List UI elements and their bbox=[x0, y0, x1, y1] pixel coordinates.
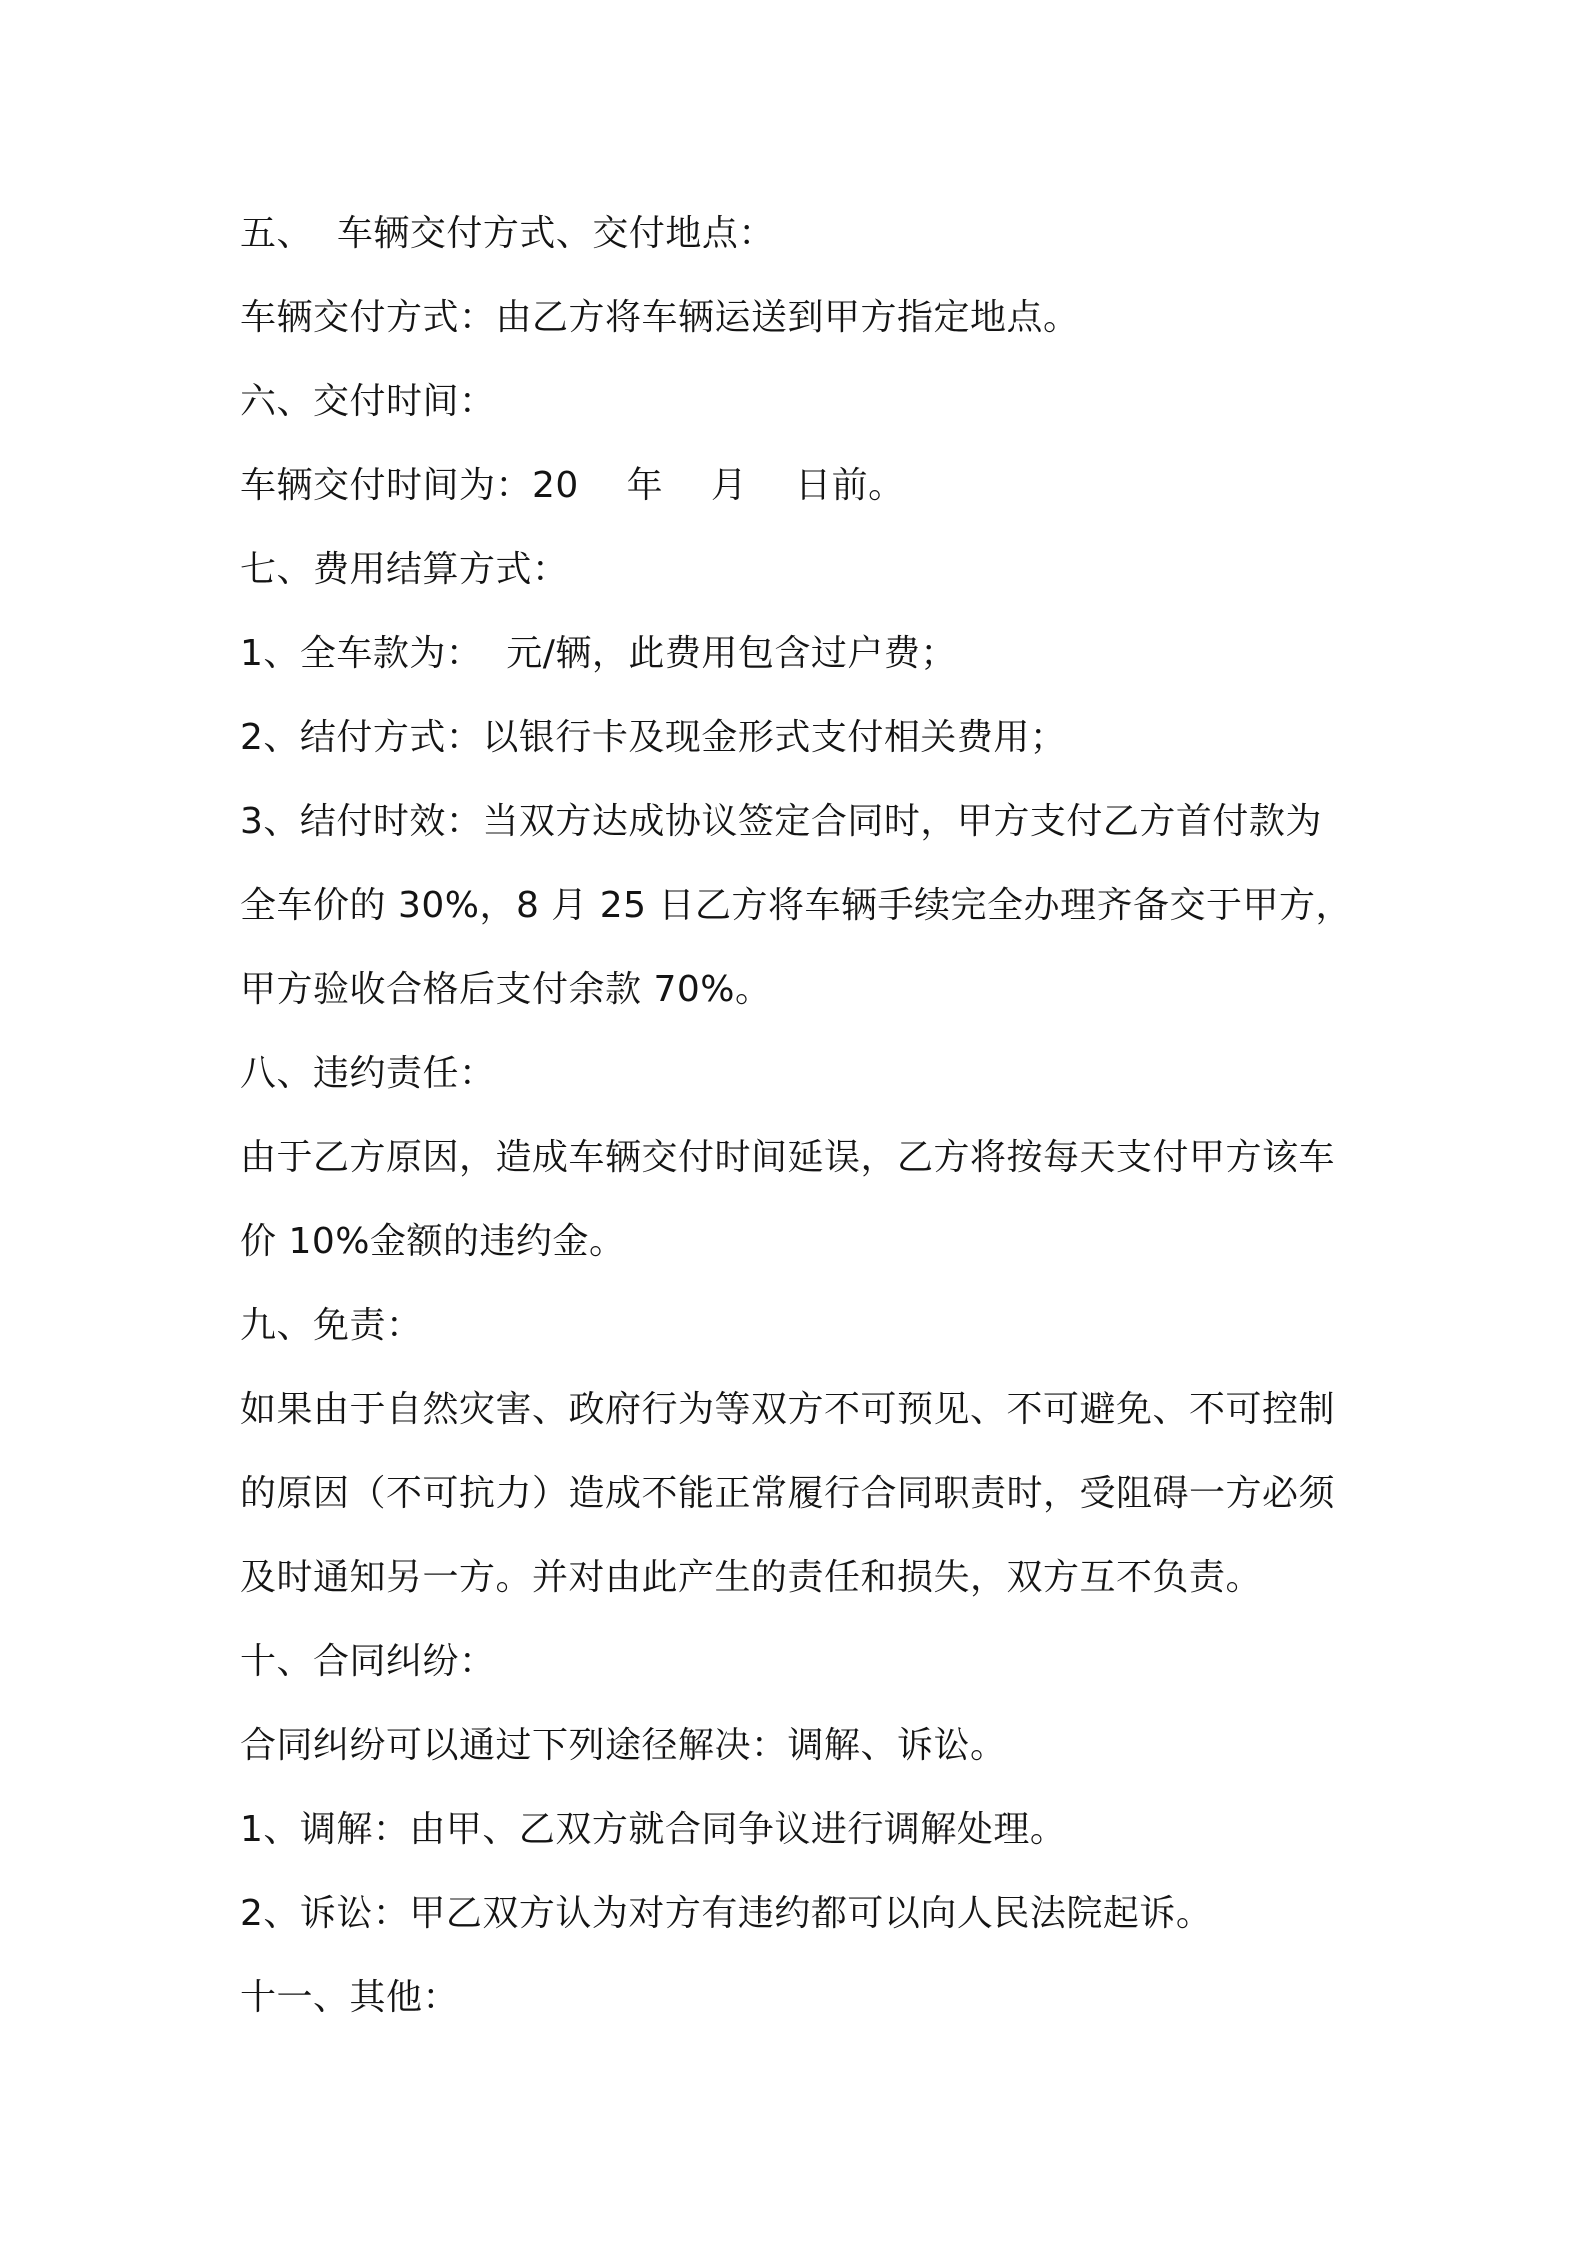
section-heading-7: 七、费用结算方式： bbox=[240, 549, 569, 590]
section-heading-6: 六、交付时间： bbox=[240, 381, 496, 422]
list-item: 3、结付时效：当双方达成协议签定合同时，甲方支付乙方首付款为 bbox=[240, 801, 1322, 842]
paragraph-continuation: 的原因（不可抗力）造成不能正常履行合同职责时，受阻碍一方必须 bbox=[240, 1473, 1336, 1514]
paragraph: 如果由于自然灾害、政府行为等双方不可预见、不可避免、不可控制 bbox=[240, 1389, 1336, 1430]
paragraph-continuation: 价 10%金额的违约金。 bbox=[240, 1221, 626, 1262]
paragraph-continuation: 甲方验收合格后支付余款 70%。 bbox=[240, 969, 772, 1010]
section-heading-5: 五、 车辆交付方式、交付地点： bbox=[240, 213, 775, 254]
list-item: 2、诉讼：甲乙双方认为对方有违约都可以向人民法院起诉。 bbox=[240, 1893, 1213, 1934]
paragraph: 车辆交付时间为：20 年 月 日前。 bbox=[240, 465, 905, 506]
paragraph-continuation: 全车价的 30%，8 月 25 日乙方将车辆手续完全办理齐备交于甲方， bbox=[240, 885, 1353, 926]
list-item: 2、结付方式：以银行卡及现金形式支付相关费用； bbox=[240, 717, 1067, 758]
paragraph: 由于乙方原因，造成车辆交付时间延误，乙方将按每天支付甲方该车 bbox=[240, 1137, 1336, 1178]
section-heading-11: 十一、其他： bbox=[240, 1977, 460, 2018]
section-heading-10: 十、合同纠纷： bbox=[240, 1641, 496, 1682]
paragraph: 车辆交付方式：由乙方将车辆运送到甲方指定地点。 bbox=[240, 297, 1080, 338]
contract-text bbox=[240, 192, 1360, 2040]
paragraph-continuation: 及时通知另一方。并对由此产生的责任和损失，双方互不负责。 bbox=[240, 1557, 1263, 1598]
paragraph: 合同纠纷可以通过下列途径解决：调解、诉讼。 bbox=[240, 1725, 1007, 1766]
list-item: 1、全车款为： 元/辆，此费用包含过户费； bbox=[240, 633, 957, 674]
section-heading-8: 八、违约责任： bbox=[240, 1053, 496, 1094]
section-heading-9: 九、免责： bbox=[240, 1305, 423, 1346]
list-item: 1、调解：由甲、乙双方就合同争议进行调解处理。 bbox=[240, 1809, 1067, 1850]
